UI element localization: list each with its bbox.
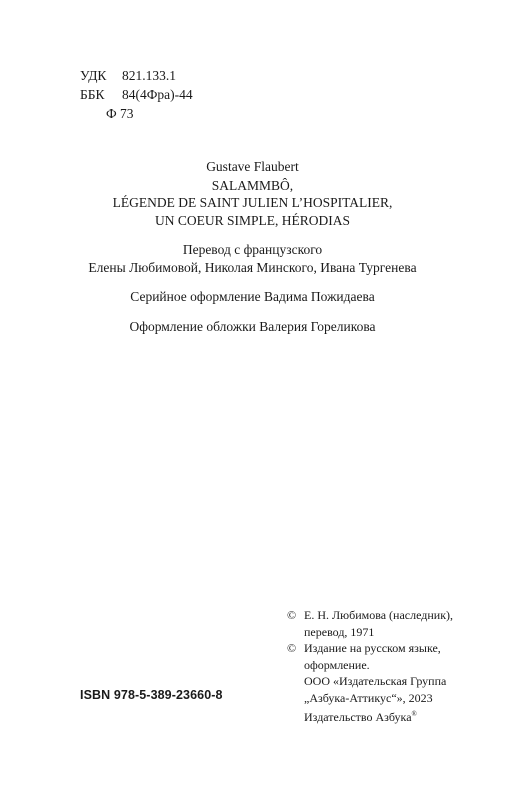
author-name: Gustave Flaubert <box>206 159 299 174</box>
publisher-name: Издательство Азбука <box>304 710 412 724</box>
udk-value: 821.133.1 <box>122 68 176 83</box>
copyright-symbol: © <box>287 608 297 622</box>
publisher-line: ООО «Издательская Группа <box>304 674 447 688</box>
bbk-label: ББК <box>80 87 105 102</box>
copyright-text: Е. Н. Любимова (наследник), <box>304 608 454 622</box>
library-classification <box>80 66 193 123</box>
copyright-line <box>287 640 453 657</box>
author-mark: Ф 73 <box>106 106 134 121</box>
translation-credit-line: Перевод с французского <box>182 242 323 257</box>
copyright-text: Издание на русском языке, <box>304 641 441 655</box>
copyright-notices <box>287 607 453 726</box>
publisher-line: „Азбука-Аттикус“», 2023 <box>304 690 433 705</box>
copyright-symbol: © <box>287 641 297 655</box>
publisher-line <box>287 706 453 726</box>
registered-mark: ® <box>411 710 417 718</box>
credits-block <box>0 158 505 335</box>
copyright-text: перевод, 1971 <box>304 624 375 639</box>
udk-row <box>80 66 193 85</box>
original-title-line: LÉGENDE DE SAINT JULIEN L’HOSPITALIER, <box>112 195 393 210</box>
bbk-row <box>80 85 193 104</box>
cover-design-credit: Оформление обложки Валерия Гореликова <box>129 318 376 334</box>
isbn: ISBN 978-5-389-23660-8 <box>80 688 223 702</box>
original-title-line: SALAMMBÔ, <box>211 177 294 193</box>
series-design-credit: Серийное оформление Вадима Пожидаева <box>130 289 375 304</box>
bbk-value: 84(4Фра)-44 <box>122 87 193 102</box>
translation-credit-line: Елены Любимовой, Николая Минского, Ивана Тургенева <box>88 259 417 275</box>
copyright-line <box>287 607 453 624</box>
udk-label: УДК <box>80 68 107 83</box>
copyright-text: оформление. <box>304 657 370 672</box>
original-title-line: UN COEUR SIMPLE, HÉRODIAS <box>154 212 350 228</box>
